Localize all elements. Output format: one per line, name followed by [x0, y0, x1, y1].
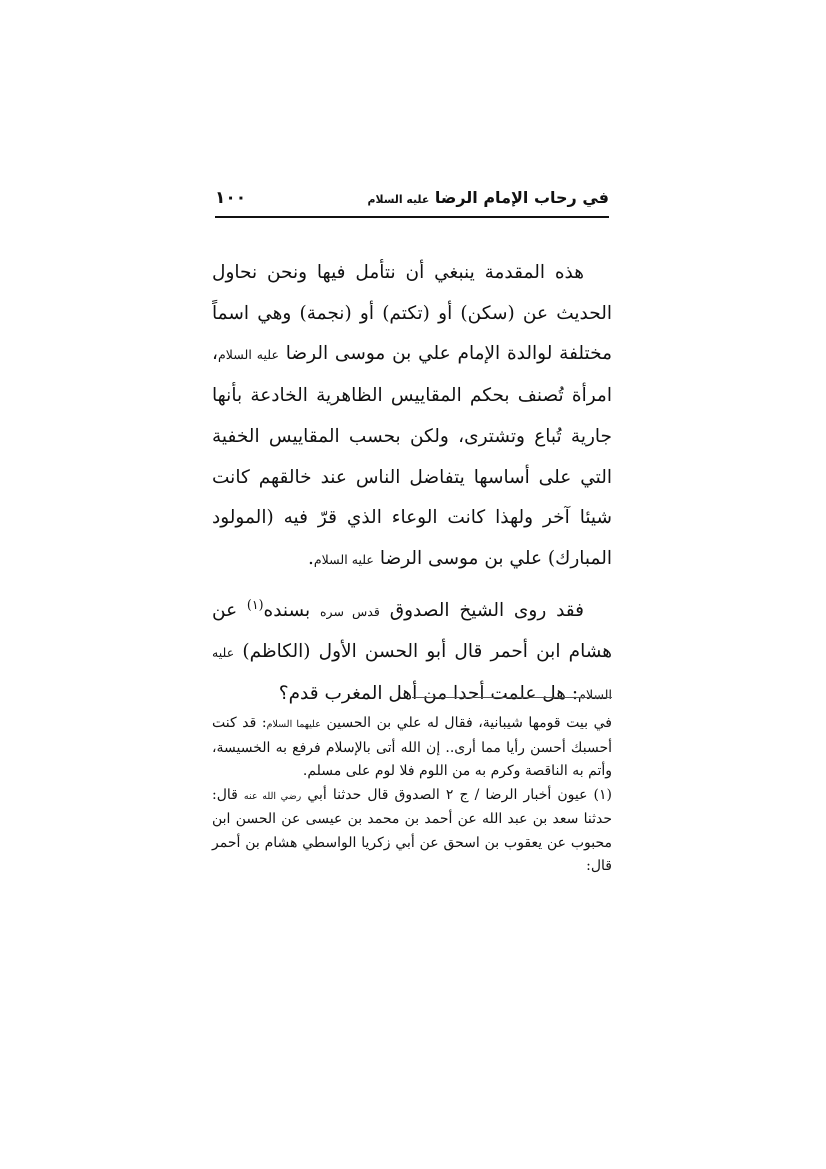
honorific-glyph: عليهما السلام: [266, 719, 321, 730]
paragraph-1: [212, 253, 612, 581]
running-header: [215, 186, 609, 216]
footnote-continued-text-b: : قد كنت أحسبك أحسن رأيا مما أرى.. إن الله أتى بالإسلام فرفع به الخسيسة، وأتم به الناقصة وكرم به من اللوم فلا لوم على مسلم.: [212, 715, 612, 779]
footnote-continued: [212, 712, 612, 784]
honorific-glyph: رضي الله عنه: [243, 790, 302, 802]
footnote-1-text-a: (١) عيون أخبار الرضا / ج ٢ الصدوق قال حدثنا أبي: [307, 786, 613, 803]
footnote-1: [212, 784, 612, 879]
paragraph-2-text-c: عن هشام ابن أحمر قال أبو الحسن الأول (الكاظم): [212, 599, 612, 663]
footnote-separator: [412, 697, 612, 698]
footnote-1-text-b: قال: حدثنا سعد بن عبد الله عن أحمد بن محمد بن عيسى عن الحسن ابن محبوب عن يعقوب بن اسحق عن أبي زكريا الواسطي هشام بن أحمر قال:: [212, 786, 613, 874]
paragraph-2-text-b: بسنده: [263, 599, 320, 621]
honorific-glyph: قدس سره: [319, 603, 380, 619]
paragraph-1-text-c: .: [308, 547, 314, 569]
paragraph-2-text-d: : هل علمت أحدا من أهل المغرب قدم؟: [278, 683, 579, 705]
honorific-glyph: عليه السلام: [212, 645, 612, 703]
book-title: في رحاب الإمام الرضا: [434, 188, 609, 207]
paragraph-2-text-a: فقد روى الشيخ الصدوق: [389, 599, 584, 621]
page-number: ١٠٠: [215, 188, 247, 208]
paragraph-1-text-a: هذه المقدمة ينبغي أن نتأمل فيها ونحن نحاول الحديث عن (سكن) أو (تكتم) أو (نجمة) وهي اسماً مختلفة لوالدة الإمام علي بن موسى الرضا: [212, 262, 612, 365]
honorific-glyph: عليه السلام: [313, 551, 374, 567]
honorific-glyph: عليه السلام: [217, 347, 279, 363]
header-rule: [215, 216, 609, 218]
footnotes: [212, 712, 612, 879]
paragraph-1-text-b: ، امرأة تُصنف بحكم المقاييس الظاهرية الخادعة بأنها جارية تُباع وتشترى، ولكن بحسب المقاييس الخفية التي على أساسها يتفاضل الناس عند خالقهم كانت شيئا آخر ولهذا كانت الوعاء الذي قرّ فيه (المولود المبارك) علي بن موسى الرضا: [212, 343, 612, 569]
footnote-reference[interactable]: (١): [246, 596, 264, 612]
footnote-continued-text-a: في بيت قومها شيبانية، فقال له علي بن الحسين: [326, 715, 613, 731]
running-header-title: [367, 188, 609, 207]
main-text: [212, 253, 612, 716]
honorific-glyph: عليه السلام: [367, 193, 430, 206]
